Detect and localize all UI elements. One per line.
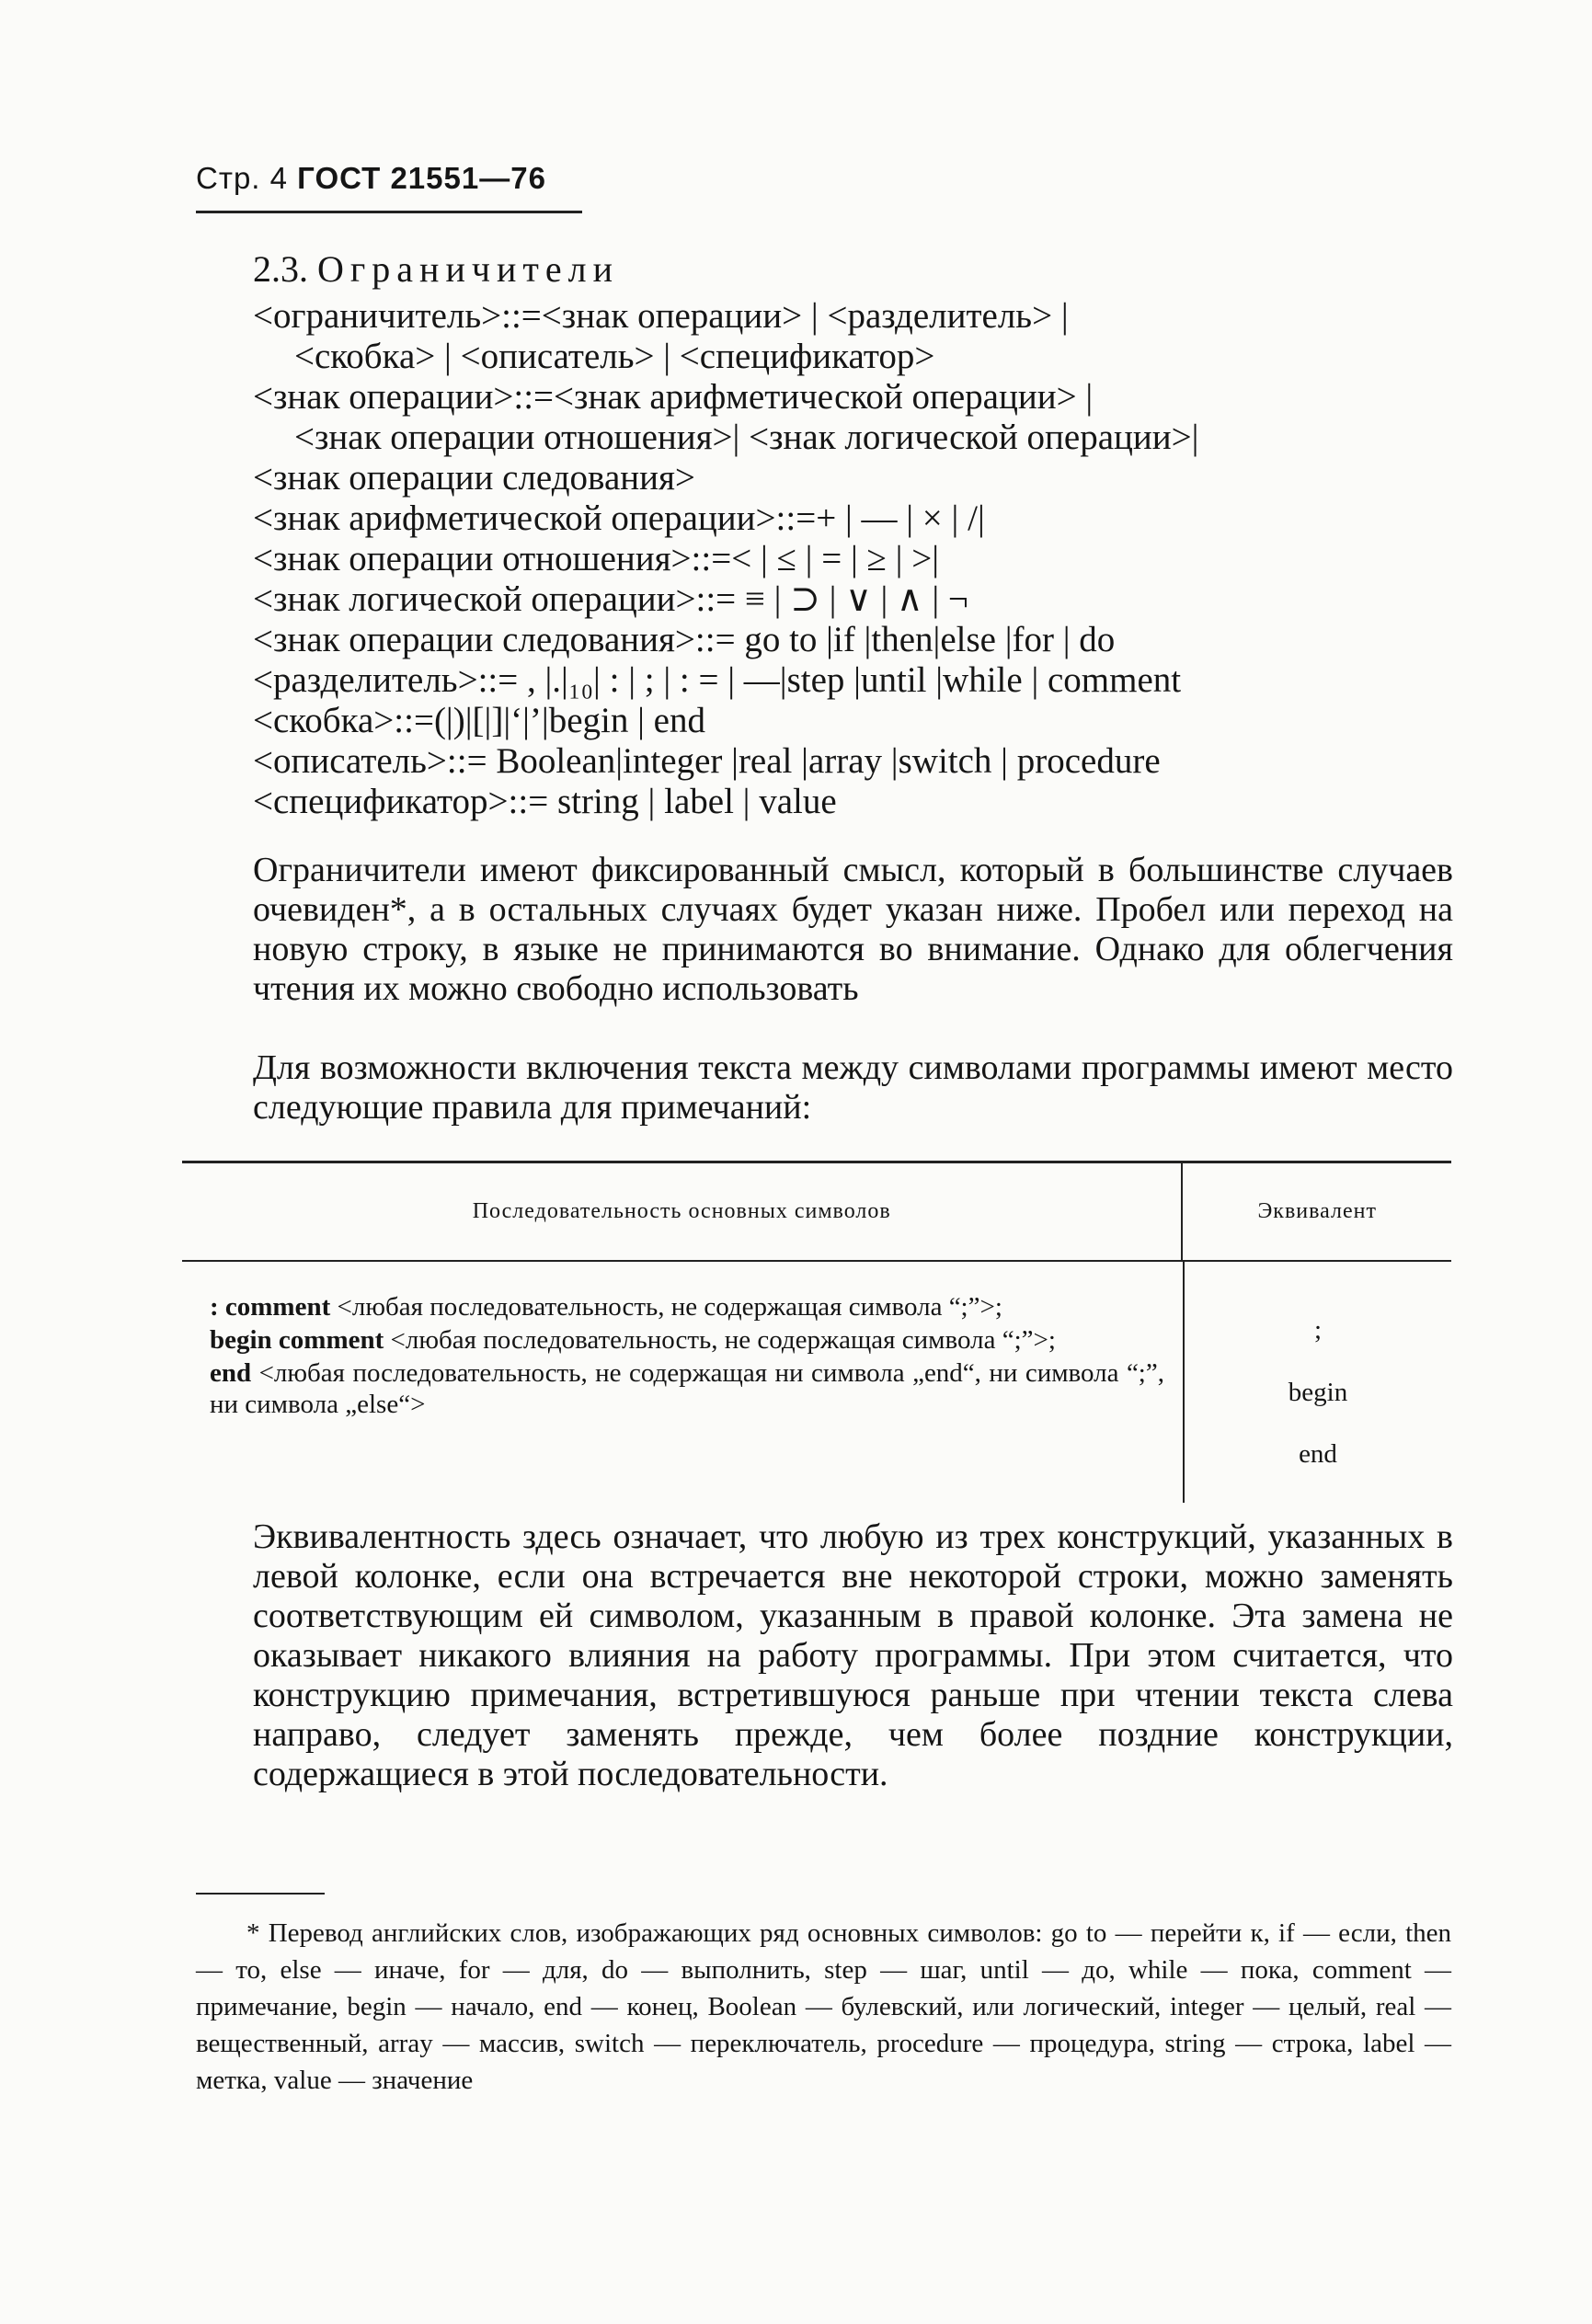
footnote-rule [196, 1893, 325, 1895]
rule-line: <разделитель>::= , |.|₁₀| : | ; | : = | —|step |until |while | comment [253, 660, 1182, 700]
table-row [210, 1324, 1164, 1356]
rule-line: <знак логической операции>::= ≡ | ⊃ | ∨ | ∧ | ¬ [253, 579, 968, 619]
rule-line: <скобка>::=(|)|[|]|‘|’|begin | end [253, 701, 705, 740]
rule-line: <знак операции отношения>| <знак логической операции>| [294, 418, 1199, 457]
table-header [182, 1163, 1451, 1262]
page-header [196, 161, 546, 196]
grammar-rules [253, 296, 1467, 822]
row-keyword: : comment [210, 1292, 331, 1322]
page-label: Стр. 4 [196, 161, 288, 195]
equivalent-cell: begin [1288, 1378, 1348, 1407]
section-number: 2.3. [253, 248, 308, 290]
row-keyword: end [210, 1358, 252, 1388]
footnote: * Перевод английских слов, изображающих ряд основных символов: go to — перейти к, if — если, then — то, else — иначе, for — для, do — выполнить, step — шаг, until — до, while — пока, comment — примечание, begin — начало, end — конец, Boolean — булевский, или логический, integer — целый, real — вещественный, array — массив, switch — переключатель, procedure — процедура, string — строка, label — метка, value — значение [196, 1918, 1451, 2095]
table-body [182, 1262, 1451, 1503]
row-text: <любая последовательность, не содержащая символа “;”>; [384, 1325, 1056, 1355]
rule-line: <знак операции следования> [253, 458, 695, 498]
row-text: <любая последовательность, не содержащая символа “;”>; [330, 1292, 1002, 1322]
paragraph-text: Для возможности включения текста между символами программы имеют место следующие правила для примечаний: [253, 1048, 1453, 1127]
paragraph-comment-rules [253, 1048, 1453, 1128]
paragraph-equivalence [253, 1517, 1453, 1794]
section-title [253, 248, 1467, 291]
rule-line: <знак операции>::=<знак арифметической операции> | [253, 377, 1094, 417]
paragraph-text: Эквивалентность здесь означает, что любую из трех конструкций, указанных в левой колонке, если она встречается вне некоторой строки, можно заменять соответствующим ей символом, указанным в правой колонке. Эта замена не оказывает никакого влияния на работу программы. При этом считается, что конструкцию примечания, встретившуюся раньше при чтении текста слева направо, следует заменять прежде, чем более поздние конструкции, содержащиеся в этой последовательности. [253, 1517, 1453, 1793]
rule-line: <спецификатор>::= string | label | value [253, 782, 837, 821]
table-header-sequence: Последовательность основных символов [472, 1199, 891, 1223]
comment-rules-table [182, 1161, 1451, 1503]
equivalent-cell: ; [1313, 1315, 1323, 1345]
rule-line: <скобка> | <описатель> | <спецификатор> [294, 337, 935, 376]
header-rule [196, 211, 582, 213]
paragraph-text: Ограничители имеют фиксированный смысл, который в большинстве случаев очевиден*, а в остальных случаях будет указан ниже. Пробел или переход на новую строку, в языке не принимаются во внимание. Однако для облегчения чтения их можно свободно использовать [253, 851, 1453, 1008]
rule-line: <знак арифметической операции>::=+ | — | × | /| [253, 498, 985, 538]
standard-number: ГОСТ 21551—76 [297, 161, 546, 195]
rule-line: <ограничитель>::=<знак операции> | <разделитель> | [253, 296, 1069, 336]
row-text: <любая последовательность, не содержащая ни символа „end“, ни символа “;”, ни символа „else“> [210, 1358, 1164, 1419]
equivalent-cell: end [1299, 1439, 1337, 1469]
rule-line: <знак операции отношения>::=< | ≤ | = | ≥ | >| [253, 539, 940, 578]
section-2-3 [253, 248, 1467, 822]
table-sequences [182, 1262, 1183, 1503]
rule-line: <знак операции следования>::= go to |if |then|else |for | do [253, 620, 1116, 659]
row-keyword: begin comment [210, 1325, 384, 1355]
section-title-text: Ограничители [317, 248, 619, 290]
table-row [210, 1357, 1164, 1420]
paragraph-delimiters-meaning [253, 851, 1453, 1009]
table-header-equivalent: Эквивалент [1181, 1163, 1451, 1260]
table-row [210, 1291, 1164, 1322]
rule-line: <описатель>::= Boolean|integer |real |array |switch | procedure [253, 741, 1161, 781]
table-equivalents [1183, 1262, 1451, 1503]
